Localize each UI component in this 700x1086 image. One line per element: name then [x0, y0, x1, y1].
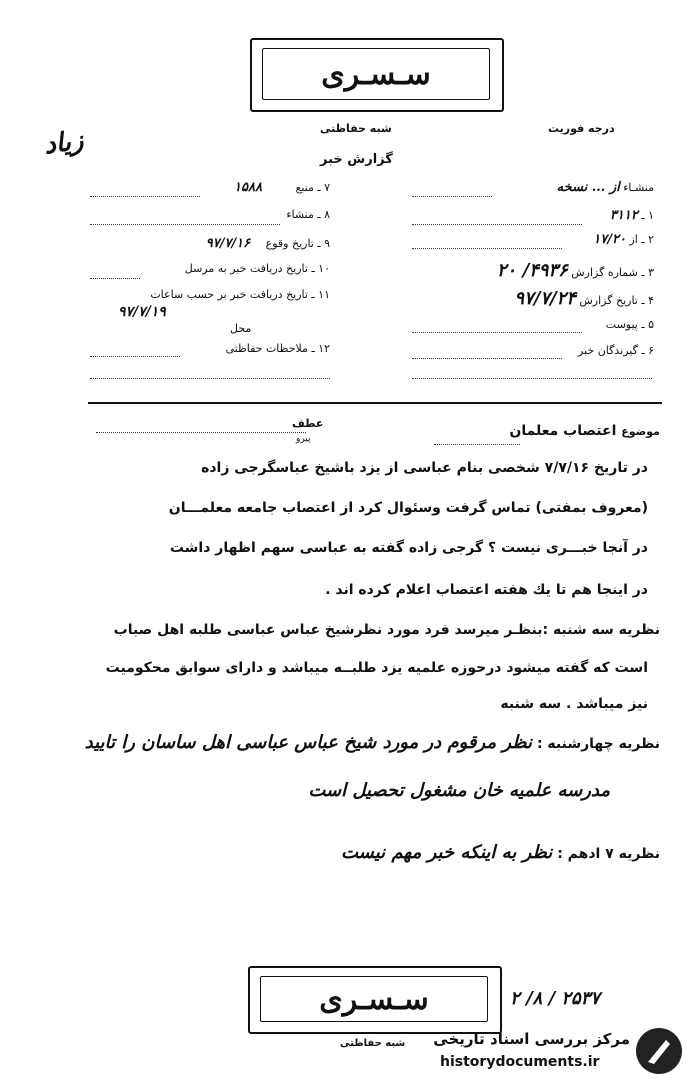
body-line-1: در تاریخ ۷/۷/۱۶ شخصی بنام عباسی از یزد باشیخ عباسگرجی زاده	[201, 460, 648, 476]
corner-handwritten-note: زیاد	[42, 125, 86, 161]
watermark-title: مرکز بررسی اسناد تاریخی	[433, 1030, 630, 1048]
field-recipients: ۶ ـ گیرندگان خبر	[578, 344, 654, 357]
body-line-3: در آنجا خبـــری نیست ؟ گرجی زاده گفته به عباسی سهم اظهار داشت	[169, 540, 648, 556]
body-line-4: در اینجا هم تا یك هفته اعتصاب اعلام کرده اند .	[325, 582, 648, 598]
watermark-url: historydocuments.ir	[440, 1054, 600, 1070]
field-report-number: ۳ ـ شماره گزارش ۴۹۳۶/ ۲۰	[496, 260, 654, 281]
follow-up-note: پیرو	[296, 434, 311, 444]
field-origin-left: ۸ ـ منشاء	[286, 208, 330, 221]
footer-reference-number: ۲۵۳۷ / ۸/ ۲	[510, 988, 600, 1009]
priority-label: درجه فوریت	[548, 122, 615, 135]
opinion-tuesday-line3: نیز میباشد . سه شنبه	[500, 696, 648, 712]
opinion-tuesday: نظریه سه شنبه :بنظـر میرسد فرد مورد نظرشیخ عباس عباسی طلبه اهل صباب	[113, 622, 660, 638]
subject-label: موضوع	[621, 425, 660, 438]
protection-label: شبه حفاظتی	[320, 122, 392, 135]
field-occurrence-date: ۹ ـ تاریخ وقوع ۹۷/۷/۱۶	[205, 236, 330, 251]
reference-note: عطف	[292, 417, 324, 430]
section-divider	[88, 402, 662, 404]
field-source-left: ۷ ـ منبع ۱۵۸۸	[234, 180, 330, 195]
classification-text-bottom: سـسـری	[319, 981, 429, 1017]
subject-line	[509, 423, 660, 439]
report-title: گزارش خبر	[320, 152, 393, 167]
field-protective-notes: ۱۲ ـ ملاحظات حفاظتی	[225, 342, 330, 355]
field-received-date: ۱۰ ـ تاریخ دریافت خبر به مرسل	[184, 262, 330, 275]
opinion-wednesday: نظریه چهارشنبه : نظر مرقوم در مورد شیخ عباس عباسی اهل ساسان را تایید	[84, 732, 660, 753]
opinion-wednesday-line2: مدرسه علمیه خان مشغول تحصیل است	[308, 780, 610, 801]
watermark-logo-icon	[636, 1028, 682, 1074]
opinion-tuesday-line2: است که گفته میشود درحوزه علمیه یزد طلبــه میباشد و دارای سوابق محکومیت	[105, 660, 648, 676]
subject-value: اعتصاب معلمان	[509, 423, 617, 439]
field-2-from: ۲ ـ از ۱۷/۲۰	[593, 232, 654, 247]
classification-stamp-bottom	[248, 966, 502, 1034]
field-report-date: ۴ ـ تاریخ گزارش ۹۷/۷/۲۴	[514, 288, 654, 309]
field-1: ۱ ـ ۳۱۱۲	[609, 208, 654, 223]
field-received-hours: ۱۱ ـ تاریخ دریافت خبر بر حسب ساعات	[150, 288, 330, 301]
classification-stamp-top	[250, 38, 504, 112]
field-source-right: منشـاء از ... نسخه	[556, 180, 654, 195]
field-attachment: ۵ ـ پیوست	[605, 318, 654, 331]
body-line-2: (معروف بمفتی) تماس گرفت وسئوال کرد از اعتصاب جامعه معلمـــان	[168, 500, 648, 516]
field-received-hours-value: ۹۷/۷/۱۹	[118, 304, 166, 320]
classification-text: سـسـری	[321, 56, 431, 92]
footer-protection-label: شبه حفاظتی	[340, 1038, 406, 1049]
field-place: محل	[230, 322, 252, 335]
opinion-7-adham: نظریه ۷ ادهم : نظر به اینکه خبر مهم نیست	[341, 842, 660, 863]
